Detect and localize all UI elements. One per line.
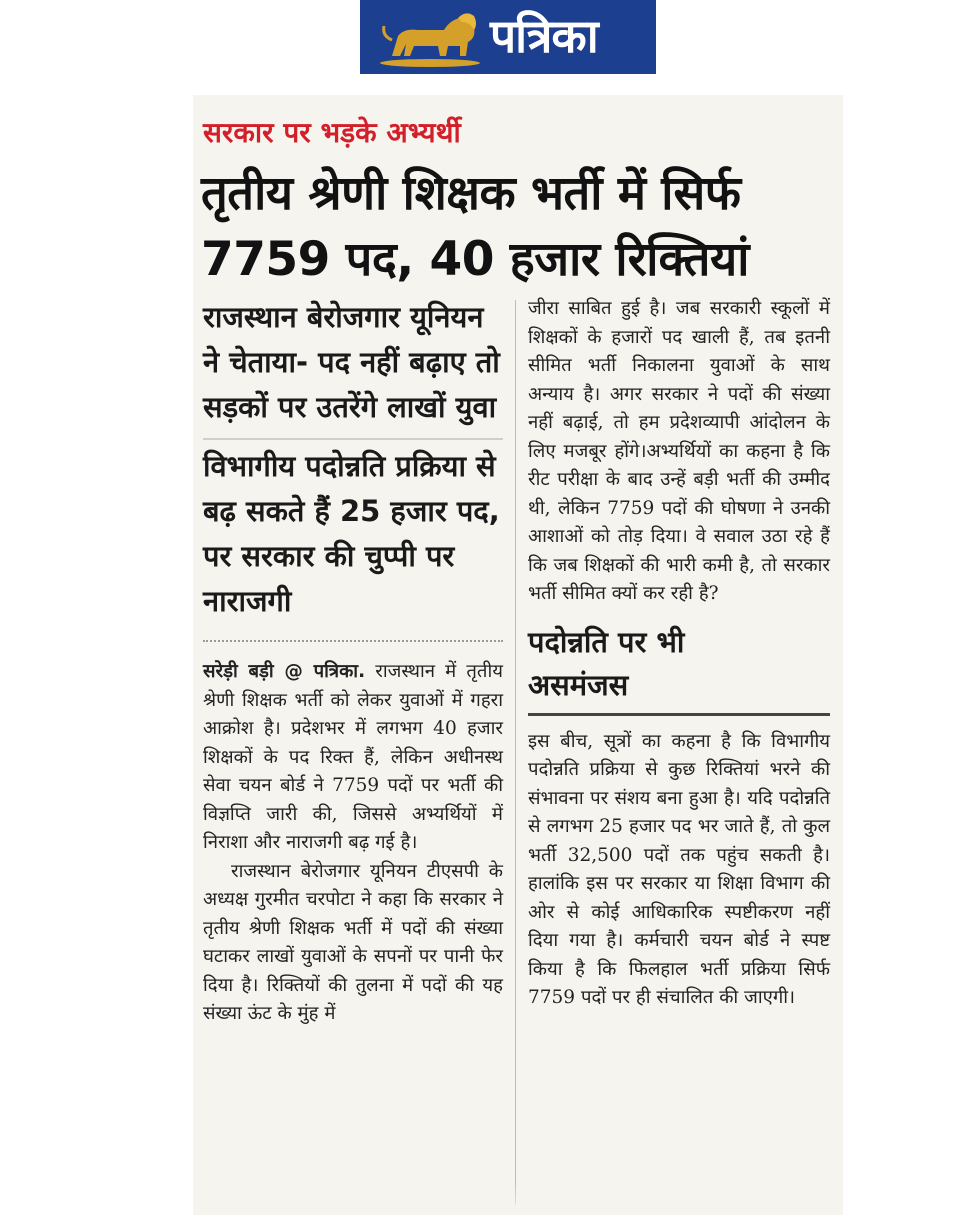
- paragraph-union-quote: राजस्थान बेरोजगार यूनियन टीएसपी के अध्यक्ष गुरमीत चरपोटा ने कहा कि सरकार ने तृतीय श्रेणी शिक्षक भर्ती में पदों की संख्या घटाकर लाखों युवाओं के सपनों पर पानी फेर दिया है। रिक्तियों की तुलना में पदों की यह संख्या ऊंट के मुंह में: [203, 860, 503, 1024]
- paragraph-continued: जीरा साबित हुई है। जब सरकारी स्कूलों में शिक्षकों के हजारों पद खाली हैं, तब इतनी सीमित भर्ती निकालना युवाओं के साथ अन्याय है। अगर सरकार ने पदों की संख्या नहीं बढ़ाई, तो हम प्रदेशव्यापी आंदोलन के लिए मजबूर होंगे।अभ्यर्थियों का कहना है कि रीट परीक्षा के बाद उन्हें बड़ी भर्ती की उम्मीद थी, लेकिन 7759 पदों की घोषणा ने उनकी आशाओं को तोड़ दिया। वे सवाल उठा रहे हैं कि जब शिक्षकों की भारी कमी है, तो सरकार भर्ती सीमित क्यों कर रही है?: [528, 298, 830, 604]
- right-column: [528, 295, 830, 1013]
- paragraph-promotion: इस बीच, सूत्रों का कहना है कि विभागीय पदोन्नति प्रक्रिया से कुछ रिक्तियां भरने की संभावना पर संशय बना हुआ है। यदि पदोन्नति से लगभग 25 हजार पद भर जाते हैं, तो कुल भर्ती 32,500 पदों तक पहुंच सकती है। हालांकि इस पर सरकार या शिक्षा विभाग की ओर से कोई आधिकारिक स्पष्टीकरण नहीं दिया गया है। कर्मचारी चयन बोर्ड ने स्पष्ट किया है कि फिलहाल भर्ती प्रक्रिया सिर्फ 7759 पदों पर ही संचालित की जाएगी।: [528, 730, 830, 1008]
- brand-name: पत्रिका: [490, 9, 598, 63]
- subhead-rule: [528, 713, 830, 716]
- subheadline-confusion: पदोन्नति पर भी असमंजस: [528, 624, 685, 702]
- paragraph-intro: [203, 658, 503, 858]
- article-kicker: सरकार पर भड़के अभ्यर्थी: [203, 116, 461, 149]
- masthead-banner: [360, 0, 656, 74]
- article-clipping: [193, 95, 843, 1215]
- subheadline-promotion: विभागीय पदोन्नति प्रक्रिया से बढ़ सकते हैं 25 हजार पद, पर सरकार की चुप्पी पर नाराजगी: [203, 438, 503, 624]
- lion-icon: [374, 6, 486, 68]
- article-headline: तृतीय श्रेणी शिक्षक भर्ती में सिर्फ 7759 पद, 40 हजार रिक्तियां: [201, 166, 749, 287]
- dotted-separator: [203, 640, 503, 642]
- dateline: सरेड़ी बड़ी @ पत्रिका.: [203, 661, 366, 682]
- subheadline-union-warning: राजस्थान बेरोजगार यूनियन ने चेताया- पद नहीं बढ़ाए तो सड़कों पर उतरेंगे लाखों युवा: [203, 300, 500, 424]
- clipping-bottom-edge: [193, 1183, 843, 1215]
- column-divider: [515, 300, 516, 1205]
- paragraph-intro-text: राजस्थान में तृतीय श्रेणी शिक्षक भर्ती को लेकर युवाओं में गहरा आक्रोश है। प्रदेशभर में लगभग 40 हजार शिक्षकों के पद रिक्त हैं, लेकिन अधीनस्थ सेवा चयन बोर्ड ने 7759 पदों पर भर्ती की विज्ञप्ति जारी की, जिससे अभ्यर्थियों में निराशा और नाराजगी बढ़ गई है।: [203, 661, 503, 853]
- left-column: [203, 295, 503, 1029]
